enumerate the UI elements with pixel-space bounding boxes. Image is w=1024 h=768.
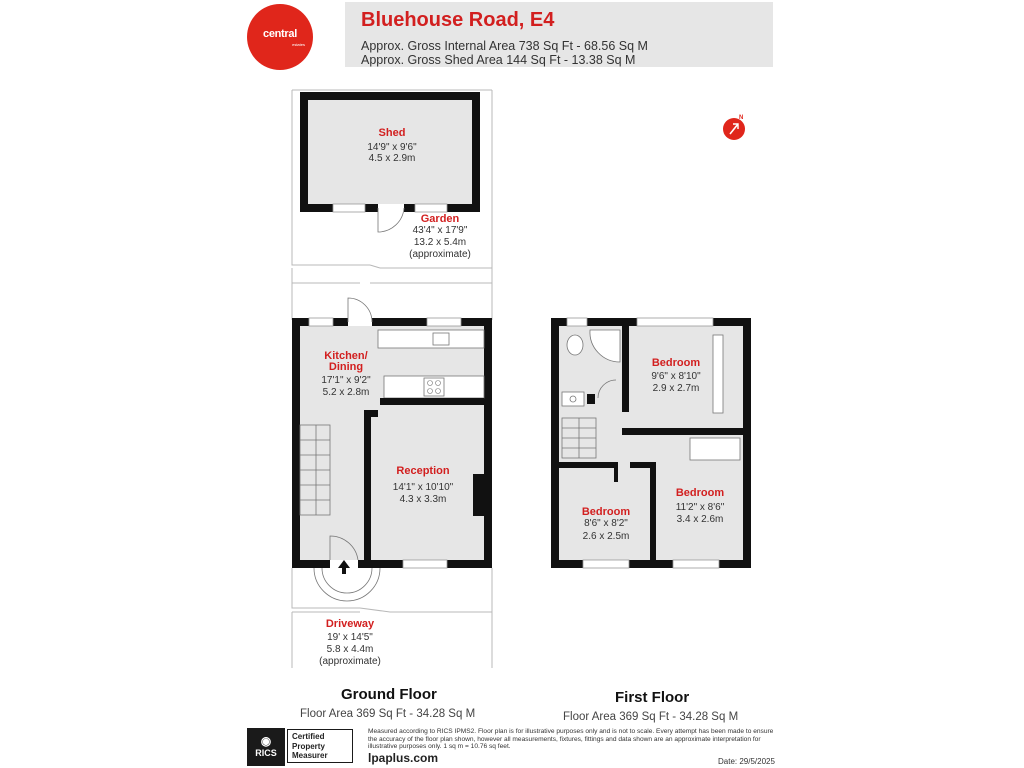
certified-line2: Property — [292, 741, 325, 751]
garden-dim-imperial: 43'4" x 17'9" — [412, 225, 468, 236]
ground-floor-title: Ground Floor — [341, 686, 437, 703]
bedroom3-dim-imperial: 8'6" x 8'2" — [584, 518, 628, 529]
brand-name: central — [263, 28, 297, 40]
rics-badge — [247, 728, 357, 766]
certified-line3: Measurer — [292, 751, 328, 760]
reception-dim-metric: 4.3 x 3.3m — [399, 494, 447, 505]
bedroom3-dim-metric: 2.6 x 2.5m — [582, 531, 630, 542]
property-title: Bluehouse Road, E4 — [361, 9, 555, 31]
driveway-dim-imperial: 19' x 14'5" — [327, 632, 373, 643]
garden-note: (approximate) — [409, 249, 471, 260]
certified-line1: Certified — [292, 732, 325, 741]
driveway-label: Driveway — [325, 618, 375, 630]
disclaimer-text: Measured according to RICS IPMS2. Floor plan is for illustrative purposes only and is not to scale. Every attempt has been made to ensure the accuracy of the floor plan shown, however all measurements, fixtures, fittings and data shown are an approximate interpretation for illustrative purposes only. 1 sq m = 10.76 sq feet. — [368, 728, 774, 751]
website-link[interactable]: lpaplus.com — [368, 751, 439, 765]
bedroom1-dim-imperial: 9'6" x 8'10" — [651, 371, 701, 382]
gross-shed-area: Approx. Gross Shed Area 144 Sq Ft - 13.38 Sq M — [361, 53, 636, 67]
shed-label: Shed — [378, 127, 406, 139]
garden-dim-metric: 13.2 x 5.4m — [413, 237, 467, 248]
reception-dim-imperial: 14'1" x 10'10" — [392, 482, 454, 493]
shed-dim-metric: 4.5 x 2.9m — [368, 153, 416, 164]
bedroom3-label: Bedroom — [581, 506, 631, 518]
plan-date: Date: 29/5/2025 — [718, 757, 775, 766]
shed-structure — [304, 96, 476, 232]
bedroom2-label: Bedroom — [675, 487, 725, 499]
shed-dim-imperial: 14'9" x 9'6" — [367, 142, 417, 153]
certified-measurer-box — [287, 729, 353, 763]
first-floor-area: Floor Area 369 Sq Ft - 34.28 Sq M — [563, 711, 739, 723]
bedroom1-dim-metric: 2.9 x 2.7m — [652, 383, 700, 394]
bedroom2-dim-metric: 3.4 x 2.6m — [676, 514, 724, 525]
reception-label: Reception — [396, 465, 450, 477]
gross-internal-area: Approx. Gross Internal Area 738 Sq Ft - 68.56 Sq M — [361, 39, 648, 53]
ground-floor-plan — [296, 298, 488, 601]
rics-mark-text: RICS — [255, 748, 277, 758]
bedroom2-dim-imperial: 11'2" x 8'6" — [675, 502, 725, 513]
bedroom1-label: Bedroom — [651, 357, 701, 369]
svg-text:N: N — [739, 115, 744, 121]
first-floor-title: First Floor — [615, 689, 690, 706]
garden-label: Garden — [420, 213, 460, 225]
kitchen-dim-metric: 5.2 x 2.8m — [322, 387, 370, 398]
driveway-note: (approximate) — [319, 656, 381, 667]
rics-logo: ◉ RICS — [247, 728, 285, 766]
kitchen-label-line2: Dining — [328, 361, 364, 373]
kitchen-dim-imperial: 17'1" x 9'2" — [321, 375, 371, 386]
kitchen-label-line1: Kitchen/ — [324, 350, 368, 362]
ground-floor-area: Floor Area 369 Sq Ft - 34.28 Sq M — [300, 708, 476, 720]
brand-tagline: estates — [292, 42, 305, 47]
driveway-dim-metric: 5.8 x 4.4m — [326, 644, 374, 655]
